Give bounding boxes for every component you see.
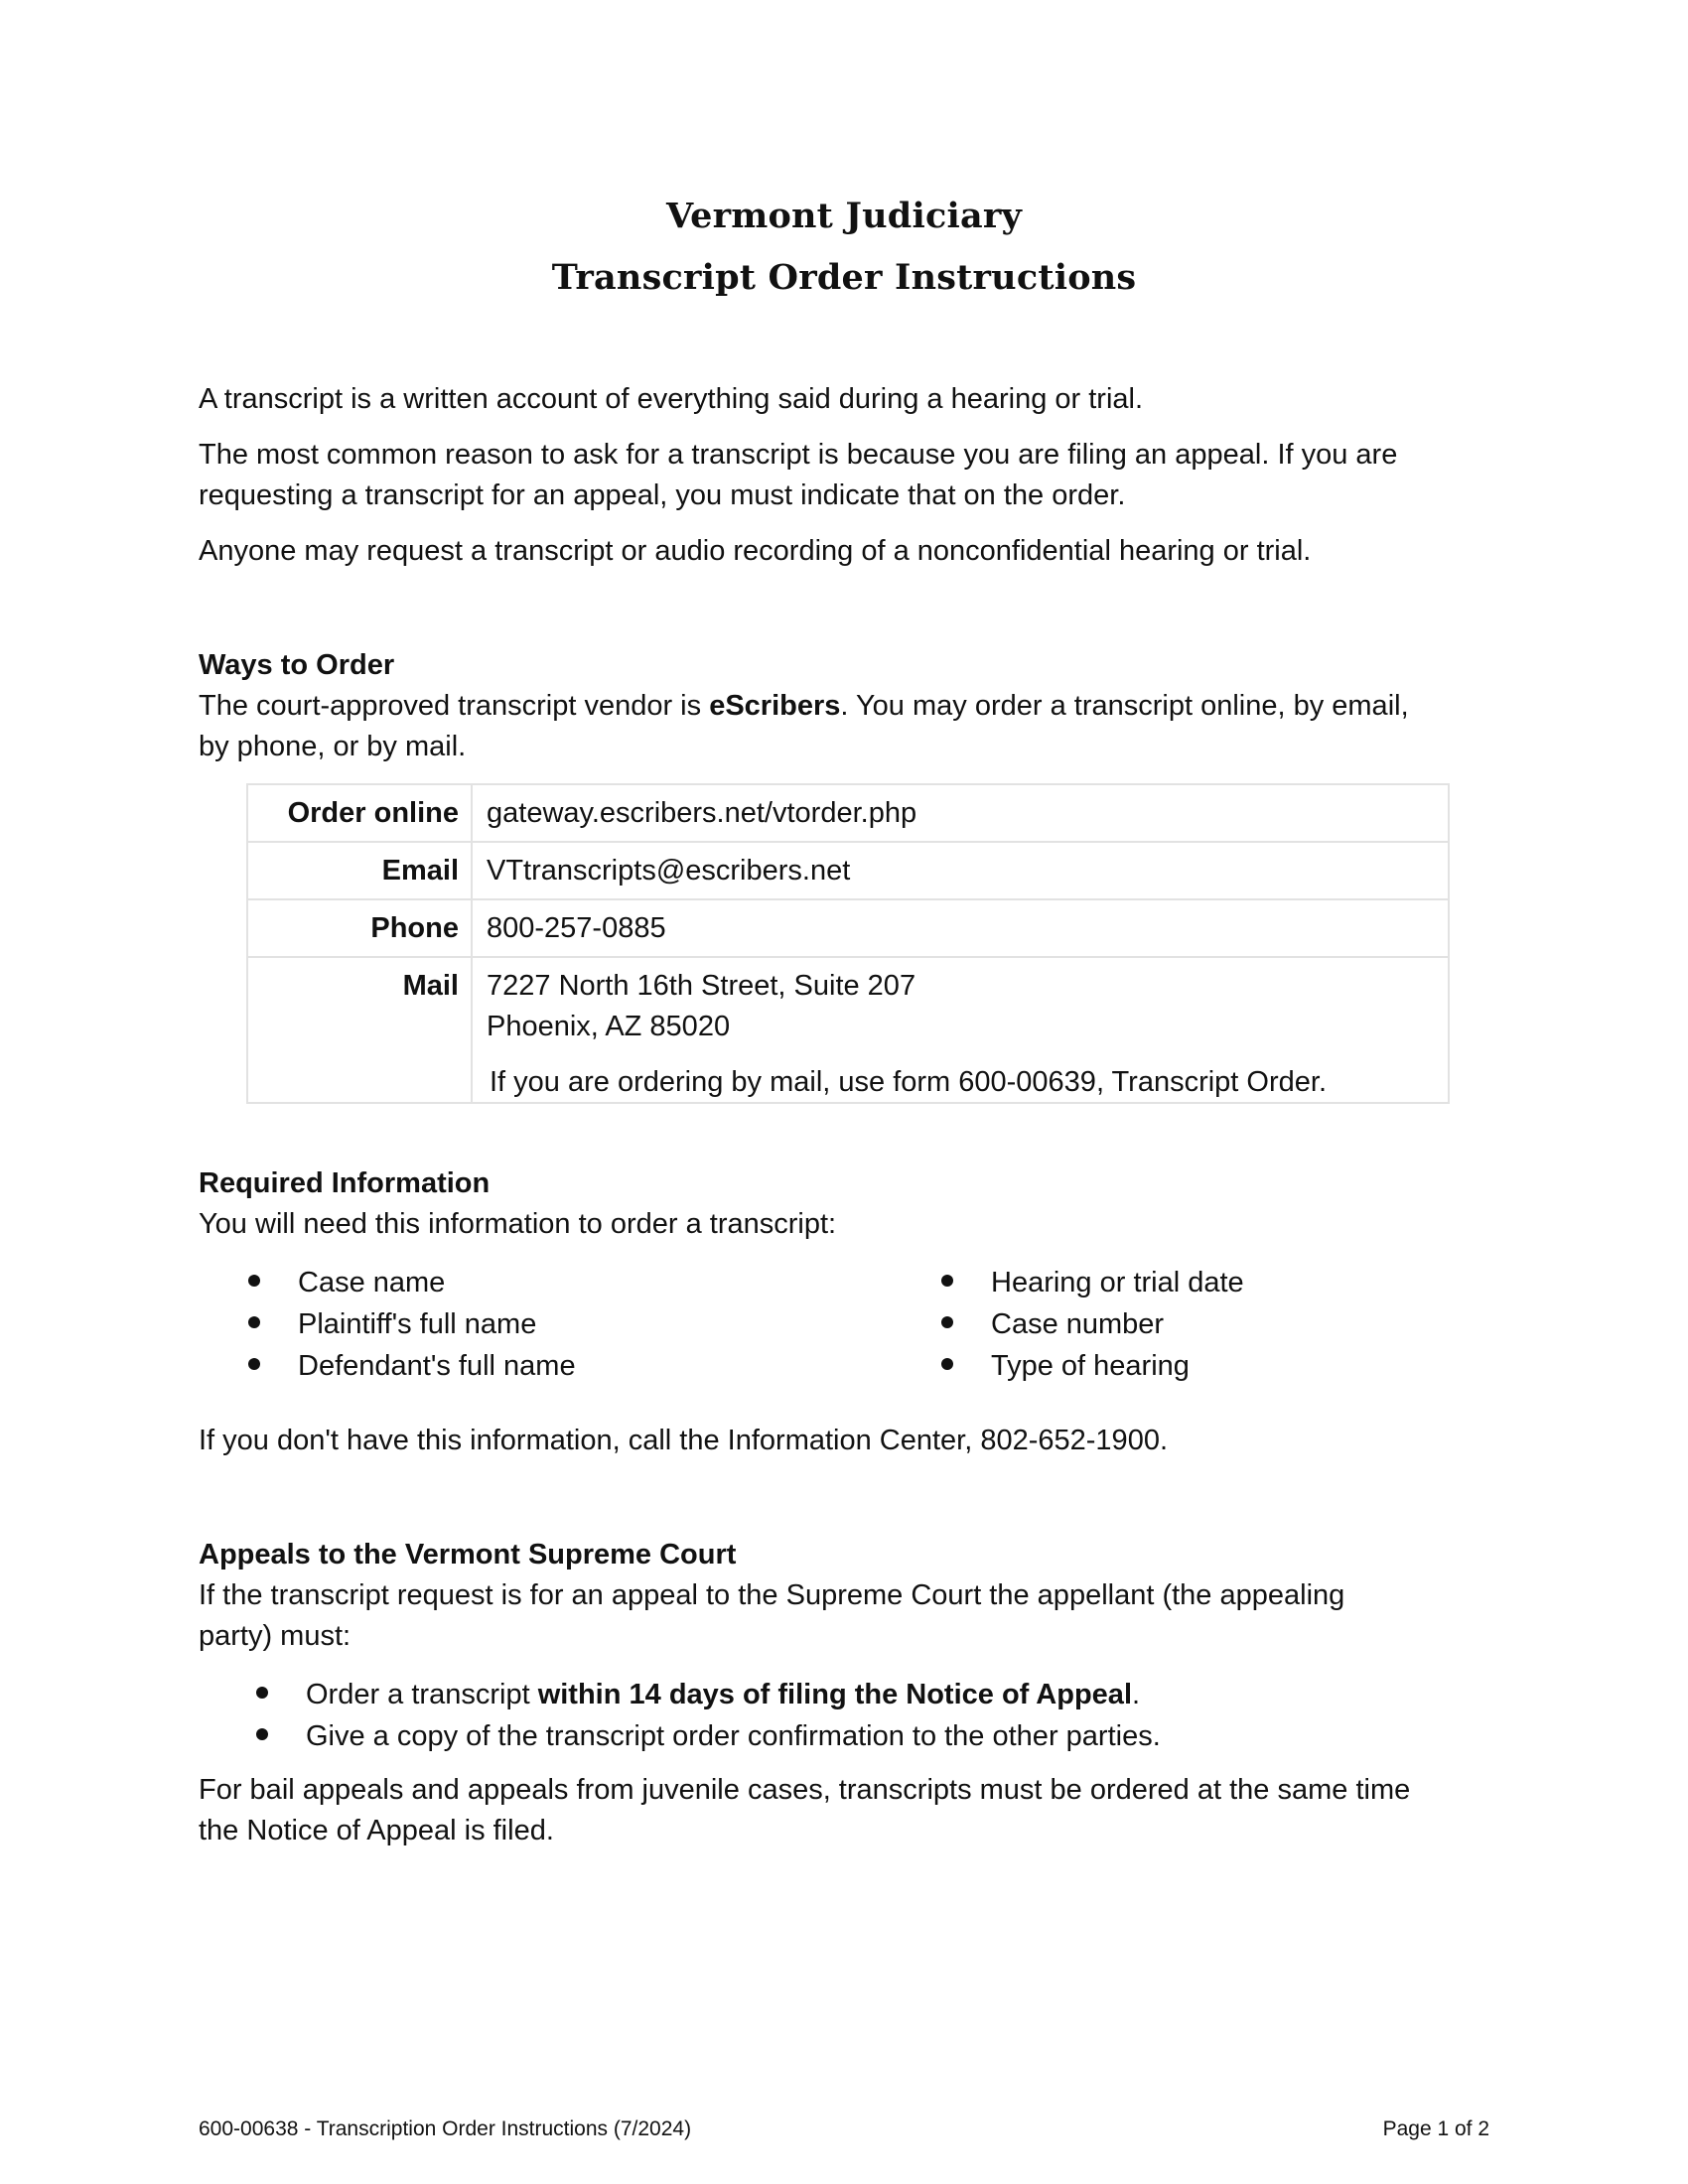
order-online-link[interactable]: gateway.escribers.net/vtorder.php bbox=[487, 797, 917, 829]
footer-form-id: 600-00638 - Transcription Order Instructions (7/2024) bbox=[199, 2117, 692, 2140]
list-item bbox=[892, 1345, 1244, 1387]
list-item-text: Hearing or trial date bbox=[991, 1267, 1244, 1298]
intro-paragraph-2-line-1: The most common reason to ask for a transcript is because you are filing an appeal. If you are bbox=[199, 439, 1398, 471]
appeal-deadline-text: within 14 days of filing the Notice of Appeal bbox=[537, 1679, 1132, 1710]
appeals-intro bbox=[199, 1575, 1489, 1657]
appeals-intro-line-2: party) must: bbox=[199, 1620, 352, 1652]
mail-form-note: If you are ordering by mail, use form 600-00639, Transcript Order. bbox=[490, 1066, 1328, 1098]
bail-appeals-note bbox=[199, 1770, 1489, 1851]
list-item bbox=[199, 1303, 576, 1345]
list-item-text: Defendant's full name bbox=[298, 1350, 576, 1382]
intro-paragraph-3: Anyone may request a transcript or audio recording of a nonconfidential hearing or trial. bbox=[199, 535, 1312, 567]
bullet-icon bbox=[941, 1316, 953, 1328]
list-item-text bbox=[199, 1674, 1161, 1715]
list-item-text: Case name bbox=[298, 1267, 446, 1298]
list-item-text: Plaintiff's full name bbox=[298, 1308, 537, 1340]
list-item bbox=[199, 1674, 1161, 1715]
table-row-mail bbox=[248, 958, 1448, 1102]
bail-appeals-line-2: the Notice of Appeal is filed. bbox=[199, 1815, 554, 1846]
list-item-text: Give a copy of the transcript order confirmation to the other parties. bbox=[306, 1720, 1161, 1752]
ways-to-order-heading: Ways to Order bbox=[199, 649, 395, 681]
required-info-list-right bbox=[892, 1262, 1244, 1387]
required-information-heading: Required Information bbox=[199, 1167, 491, 1199]
list-item bbox=[199, 1345, 576, 1387]
mail-address-line-1: 7227 North 16th Street, Suite 207 bbox=[487, 970, 916, 1002]
vendor-intro-text: The court-approved transcript vendor is bbox=[199, 690, 710, 722]
required-information-intro: You will need this information to order a transcript: bbox=[199, 1208, 837, 1240]
table-row-phone bbox=[248, 900, 1448, 958]
vendor-outro-text: . You may order a transcript online, by email, bbox=[840, 690, 1409, 722]
footer-page-number: Page 1 of 2 bbox=[1382, 2117, 1489, 2140]
list-item bbox=[892, 1262, 1244, 1303]
appeal-item-1-text: Order a transcript bbox=[306, 1679, 538, 1710]
list-item bbox=[199, 1262, 576, 1303]
required-info-list-left bbox=[199, 1262, 576, 1387]
mail-label: Mail bbox=[402, 970, 459, 1002]
intro-paragraph-1: A transcript is a written account of everything said during a hearing or trial. bbox=[199, 383, 1144, 415]
document-title: Transcript Order Instructions bbox=[551, 257, 1137, 298]
table-row-email bbox=[248, 843, 1448, 900]
appeals-heading: Appeals to the Vermont Supreme Court bbox=[199, 1539, 737, 1570]
bullet-icon bbox=[941, 1275, 953, 1287]
order-online-label: Order online bbox=[287, 797, 459, 829]
email-label: Email bbox=[381, 855, 459, 887]
document-title-org: Vermont Judiciary bbox=[665, 196, 1023, 236]
bullet-icon bbox=[256, 1728, 268, 1740]
list-item-text: Case number bbox=[991, 1308, 1165, 1340]
list-item-text: Type of hearing bbox=[991, 1350, 1190, 1382]
phone-label: Phone bbox=[370, 912, 459, 944]
bullet-icon bbox=[941, 1358, 953, 1370]
intro-paragraph-2-line-2: requesting a transcript for an appeal, you must indicate that on the order. bbox=[199, 479, 1126, 511]
bail-appeals-line-1: For bail appeals and appeals from juvenile cases, transcripts must be ordered at the same time bbox=[199, 1774, 1411, 1806]
bullet-icon bbox=[256, 1687, 268, 1699]
appeal-item-1-end: . bbox=[1132, 1679, 1141, 1710]
bullet-icon bbox=[248, 1358, 260, 1370]
contact-table bbox=[246, 783, 1450, 1104]
bullet-icon bbox=[248, 1275, 260, 1287]
table-row-order-online bbox=[248, 785, 1448, 843]
information-center-note: If you don't have this information, call the Information Center, 802-652-1900. bbox=[199, 1425, 1169, 1456]
appeal-requirements-list bbox=[199, 1674, 1161, 1757]
intro-paragraph-2 bbox=[199, 435, 1489, 516]
list-item bbox=[199, 1715, 1161, 1757]
vendor-name: eScribers bbox=[709, 690, 841, 722]
email-link[interactable]: VTtranscripts@escribers.net bbox=[487, 855, 851, 887]
mail-address-line-2: Phoenix, AZ 85020 bbox=[487, 1011, 731, 1042]
ways-to-order-line-2: by phone, or by mail. bbox=[199, 731, 467, 762]
ways-to-order-text bbox=[199, 686, 1489, 767]
ways-to-order-line-1 bbox=[199, 686, 1489, 727]
phone-number: 800-257-0885 bbox=[487, 912, 666, 944]
bullet-icon bbox=[248, 1316, 260, 1328]
appeals-intro-line-1: If the transcript request is for an appeal to the Supreme Court the appellant (the appealing bbox=[199, 1579, 1345, 1611]
list-item bbox=[892, 1303, 1244, 1345]
